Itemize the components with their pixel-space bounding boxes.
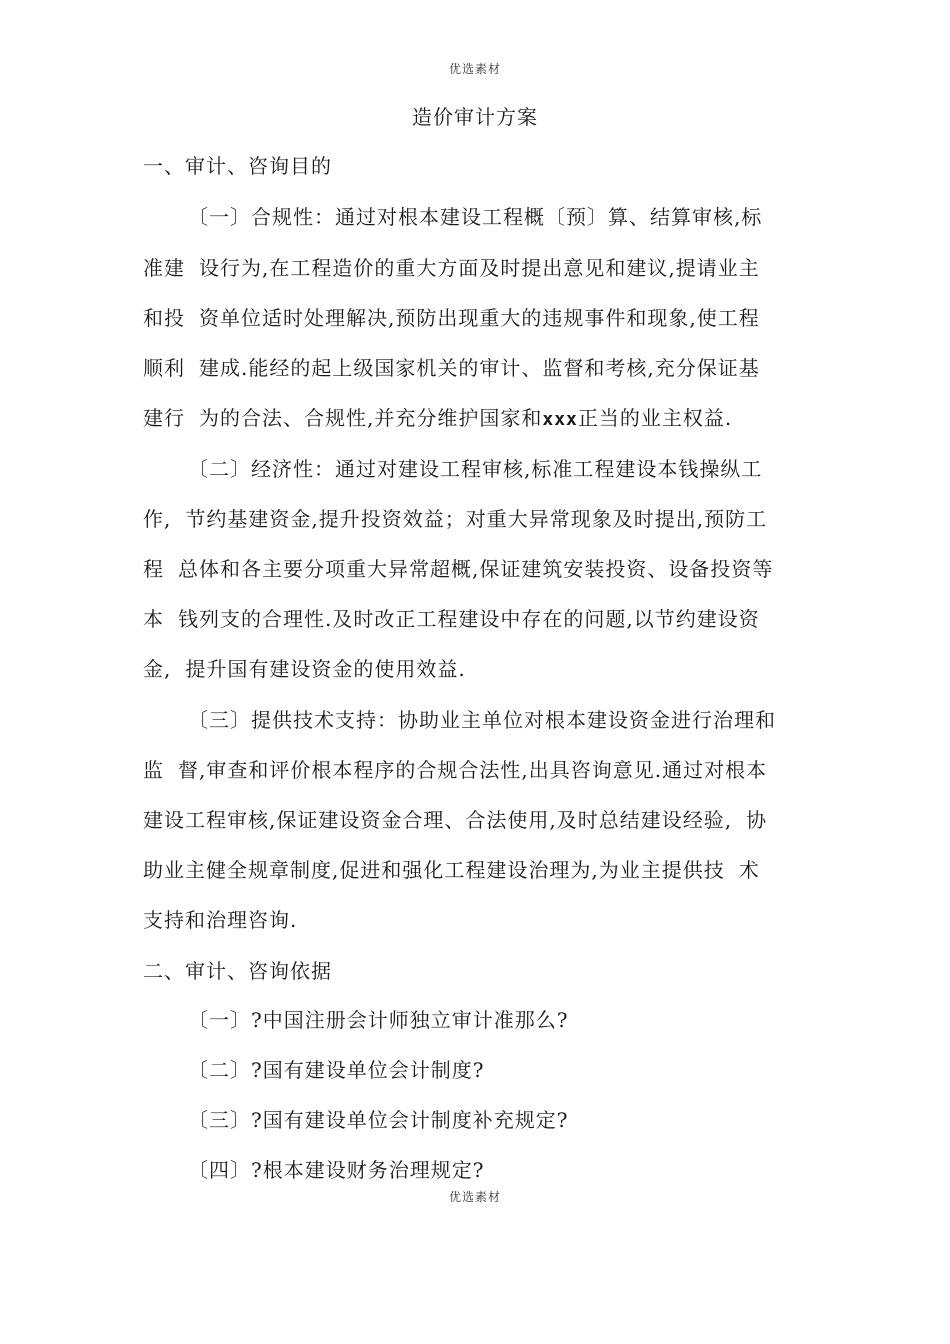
section-2-heading: 二、审计、咨询依据 xyxy=(143,959,332,983)
paragraph-2-line-2: 作, 节约基建资金,提升投资效益；对重大异常现象及时提出,预防工 xyxy=(143,507,768,531)
basis-item-4: 〔四〕?根本建设财务治理规定? xyxy=(188,1158,485,1182)
basis-item-2: 〔二〕?国有建设单位会计制度? xyxy=(188,1058,485,1082)
basis-item-1: 〔一〕?中国注册会计师独立审计准那么? xyxy=(188,1008,569,1032)
paragraph-2-line-3: 程 总体和各主要分项重大异常超概,保证建筑安装投资、设备投资等 xyxy=(143,557,774,581)
paragraph-1-line-2: 准建 设行为,在工程造价的重大方面及时提出意见和建议,提请业主 xyxy=(143,256,760,280)
footer-watermark: 优选素材 xyxy=(448,1190,501,1204)
paragraph-3-line-3: 建设工程审核,保证建设资金合理、合法使用,及时总结建设经验, 协 xyxy=(143,808,768,832)
paragraph-3-line-4: 助业主健全规章制度,促进和强化工程建设治理为,为业主提供技 术 xyxy=(143,858,760,882)
basis-item-3: 〔三〕?国有建设单位会计制度补充规定? xyxy=(188,1108,569,1132)
paragraph-1-line-4: 顺利 建成.能经的起上级国家机关的审计、监督和考核,充分保证基 xyxy=(143,356,760,380)
paragraph-3-line-2: 监 督,审查和评价根本程序的合规合法性,出具咨询意见.通过对根本 xyxy=(143,758,768,782)
section-1-heading: 一、审计、咨询目的 xyxy=(143,154,332,178)
header-watermark: 优选素材 xyxy=(448,62,501,76)
paragraph-1-line-5: 建行 为的合法、合规性,并充分维护国家和xxx正当的业主权益. xyxy=(143,406,733,430)
document-title: 造价审计方案 xyxy=(412,105,538,129)
paragraph-3-line-1: 〔三〕提供技术支持：协助业主单位对根本建设资金进行治理和 xyxy=(188,708,776,732)
paragraph-2-line-5: 金, 提升国有建设资金的使用效益. xyxy=(143,657,466,681)
paragraph-2-line-4: 本 钱列支的合理性.及时改正工程建设中存在的问题,以节约建设资 xyxy=(143,607,760,631)
paragraph-1-line-1: 〔一〕合规性：通过对根本建设工程概〔预〕算、结算审核,标 xyxy=(188,205,763,229)
paragraph-3-line-5: 支持和治理咨询. xyxy=(143,908,298,932)
paragraph-1-line-3: 和投 资单位适时处理解决,预防出现重大的违规事件和现象,使工程 xyxy=(143,306,760,330)
paragraph-2-line-1: 〔二〕经济性：通过对建设工程审核,标准工程建设本钱操纵工 xyxy=(188,457,763,481)
